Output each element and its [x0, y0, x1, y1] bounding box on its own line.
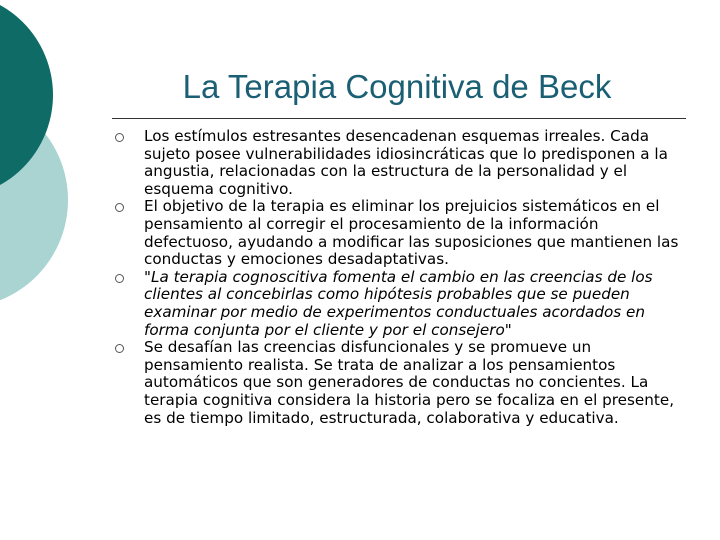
hollow-circle-bullet-icon	[115, 274, 124, 283]
hollow-circle-bullet-icon	[115, 133, 124, 142]
bullet-text: El objetivo de la terapia es eliminar los prejuicios sistemáticos en el pensamiento al corregir el procesamiento de la información defectuoso, ayudando a modificar las suposiciones que mantienen las conductas y emociones desadaptativas.	[144, 197, 679, 269]
hollow-circle-bullet-icon	[115, 344, 124, 353]
title-underline	[112, 118, 686, 119]
bullet-item	[110, 269, 690, 339]
bullet-quote-text: La terapia cognoscitiva fomenta el cambio en las creencias de los clientes al concebirlas como hipótesis probables que se pueden examinar por medio de experimentos conductuales acordados en forma conjunta por el cliente y por el consejero	[144, 267, 653, 339]
bullet-item	[110, 128, 690, 198]
bullet-item	[110, 339, 690, 427]
teal-circles-decoration	[0, 0, 110, 300]
bullet-item	[110, 198, 690, 268]
quote-open-mark: "	[144, 267, 151, 286]
bullet-text: Se desafían las creencias disfuncionales y se promueve un pensamiento realista. Se trata de analizar a los pensamientos automáticos que son generadores de conductas no concientes. La terapia cognitiva considera la historia pero se focaliza en el presente, es de tiempo limitado, estructurada, colaborativa y educativa.	[144, 338, 675, 427]
bullet-text: Los estímulos estresantes desencadenan esquemas irreales. Cada sujeto posee vulnerabilidades idiosincráticas que lo predisponen a la angustia, relacionadas con la estructura de la personalidad y el esquema cognitivo.	[144, 127, 668, 198]
slide-title: La Terapia Cognitiva de Beck	[182, 68, 612, 105]
bullet-list	[110, 128, 690, 427]
hollow-circle-bullet-icon	[115, 203, 124, 212]
quote-close-mark: "	[504, 320, 512, 339]
